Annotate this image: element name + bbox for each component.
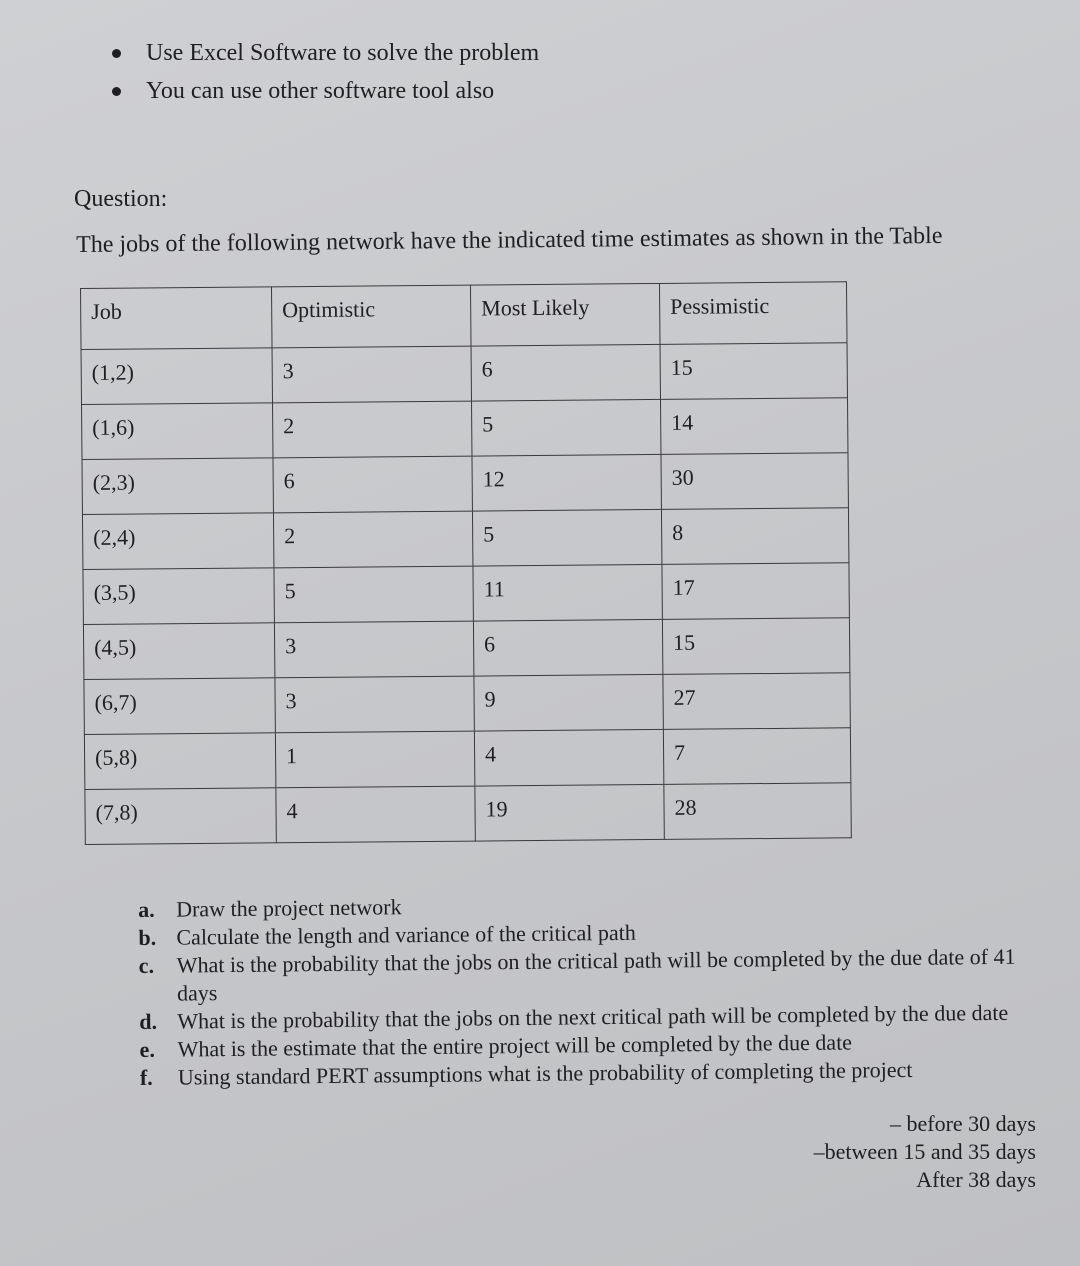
task-text: Using standard PERT assumptions what is the probability of completing the project: [177, 1056, 913, 1090]
cell-most-likely: 4: [474, 729, 663, 786]
probability-options: [814, 1110, 1036, 1194]
header-most-likely: Most Likely: [470, 283, 660, 346]
cell-pessimistic: 14: [660, 398, 847, 455]
task-text: Calculate the length and variance of the critical path: [176, 919, 636, 950]
cell-most-likely: 9: [474, 674, 663, 731]
task-text: Draw the project network: [176, 894, 402, 922]
cell-pessimistic: 8: [661, 508, 848, 565]
cell-job: (7,8): [85, 788, 276, 845]
cell-most-likely: 5: [472, 399, 661, 456]
cell-job: (2,4): [82, 513, 273, 570]
cell-most-likely: 5: [472, 509, 661, 566]
cell-job: (4,5): [83, 623, 274, 680]
cell-optimistic: 1: [275, 731, 474, 788]
cell-optimistic: 2: [273, 511, 472, 568]
table-row: [82, 453, 848, 515]
cell-optimistic: 6: [273, 456, 472, 513]
cell-optimistic: 4: [276, 786, 475, 843]
table-row: [83, 618, 849, 680]
table-row: [84, 673, 850, 735]
cell-most-likely: 19: [475, 784, 664, 841]
cell-pessimistic: 28: [664, 783, 851, 840]
table-row: [82, 508, 848, 570]
cell-optimistic: 5: [274, 566, 473, 623]
header-optimistic: Optimistic: [271, 285, 471, 348]
option-item: After 38 days: [916, 1167, 1036, 1192]
cell-optimistic: 3: [275, 676, 474, 733]
table-header-row: [81, 282, 848, 350]
task-label: d.: [139, 1008, 158, 1034]
cell-most-likely: 6: [471, 344, 660, 401]
table-row: [85, 783, 851, 845]
task-label: f.: [139, 1064, 153, 1090]
task-text: What is the probability that the jobs on the next critical path will be completed by the due date: [177, 999, 1009, 1034]
note-item: Use Excel Software to solve the problem: [100, 34, 539, 72]
estimates-table-wrapper: [80, 281, 852, 845]
table-row: [83, 563, 849, 625]
cell-job: (1,2): [81, 348, 272, 405]
cell-job: (3,5): [83, 568, 274, 625]
cell-pessimistic: 27: [663, 673, 850, 730]
option-item: –between 15 and 35 days: [813, 1139, 1036, 1164]
task-text: What is the estimate that the entire project will be completed by the due date: [177, 1029, 853, 1062]
note-item: You can use other software tool also: [100, 72, 539, 110]
cell-job: (1,6): [82, 403, 273, 460]
cell-optimistic: 3: [274, 621, 473, 678]
cell-pessimistic: 7: [663, 728, 850, 785]
cell-job: (5,8): [84, 733, 275, 790]
task-label: a.: [138, 896, 155, 922]
task-text: What is the probability that the jobs on the critical path will be completed by the due date of 41 days: [176, 943, 1016, 1006]
task-item: [139, 943, 1030, 1008]
task-label: c.: [138, 952, 155, 978]
table-row: [82, 398, 848, 460]
question-label: Question:: [74, 186, 168, 212]
cell-pessimistic: 17: [662, 563, 849, 620]
intro-text: The jobs of the following network have the indicated time estimates as shown in the Table: [76, 222, 943, 258]
task-label: e.: [139, 1036, 156, 1062]
cell-most-likely: 12: [472, 454, 661, 511]
cell-job: (6,7): [84, 678, 275, 735]
notes-list: [100, 34, 539, 110]
cell-pessimistic: 30: [661, 453, 848, 510]
cell-pessimistic: 15: [662, 618, 849, 675]
header-job: Job: [81, 287, 273, 350]
cell-most-likely: 11: [473, 564, 662, 621]
table-row: [84, 728, 850, 790]
tasks-list: [138, 887, 1030, 1092]
task-label: b.: [138, 924, 157, 950]
header-pessimistic: Pessimistic: [659, 282, 847, 345]
estimates-table: [80, 281, 852, 845]
cell-most-likely: 6: [473, 619, 662, 676]
cell-optimistic: 2: [273, 401, 472, 458]
cell-pessimistic: 15: [660, 343, 847, 400]
option-item: – before 30 days: [889, 1111, 1036, 1136]
table-row: [81, 343, 847, 405]
cell-job: (2,3): [82, 458, 273, 515]
cell-optimistic: 3: [272, 346, 471, 403]
